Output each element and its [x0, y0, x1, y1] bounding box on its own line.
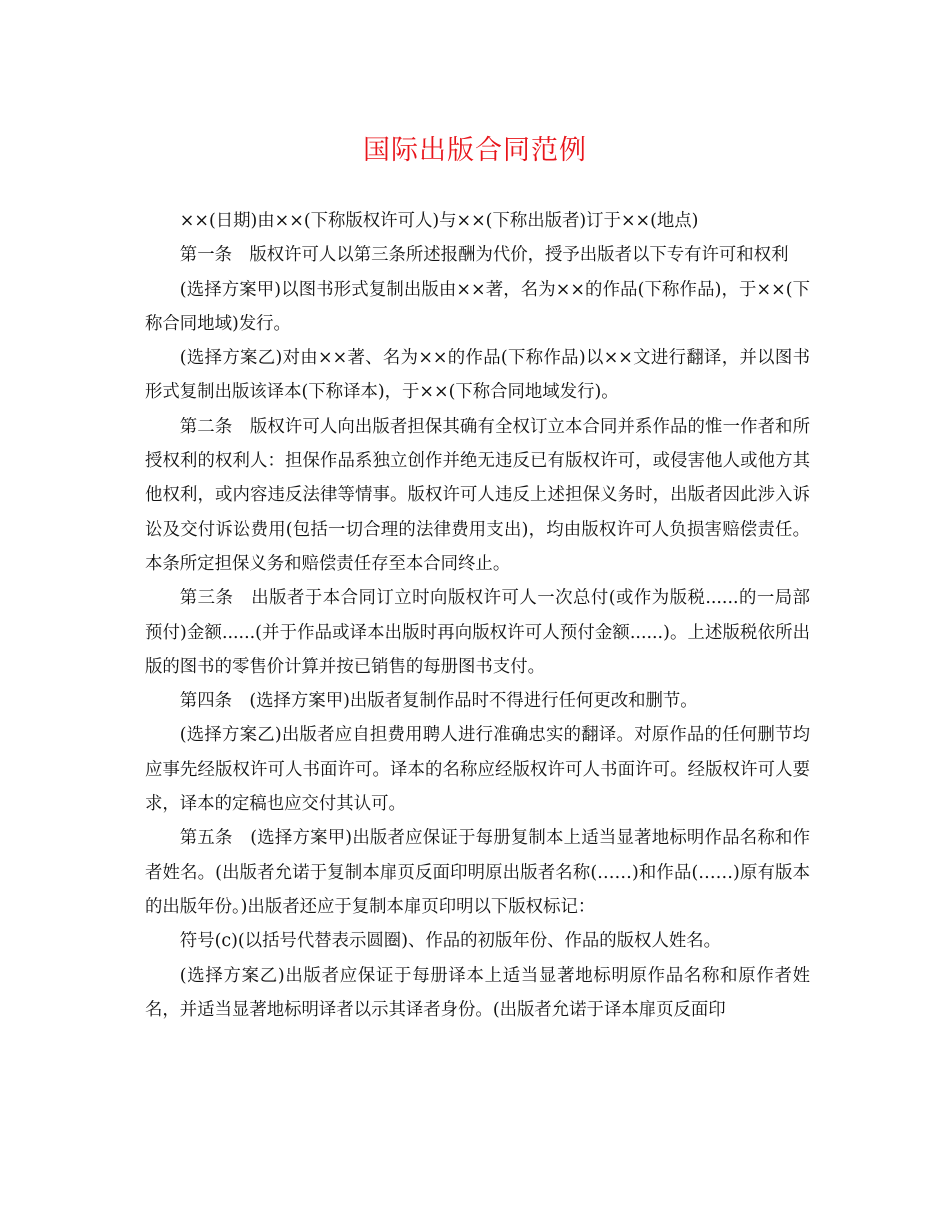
paragraph-article-2: 第二条 版权许可人向出版者担保其确有全权订立本合同并系作品的惟一作者和所授权利的权利人：担保作品系独立创作并绝无违反已有版权许可，或侵害他人或他方其他权利，或内容违反法律等情事。版权许可人违反上述担保义务时，出版者因此涉入诉讼及交付诉讼费用(包括一切合理的法律费用支出)，均由版权许可人负损害赔偿责任。本条所定担保义务和赔偿责任存至本合同终止。	[145, 416, 810, 574]
paragraph-copyright-symbol: 符号(c)(以括号代替表示圆圈)、作品的初版年份、作品的版权人姓名。	[179, 931, 722, 952]
paragraph-article-1: 第一条 版权许可人以第三条所述报酬为代价，授予出版者以下专有许可和权利	[179, 245, 789, 266]
paragraph-preamble: ××(日期)由××(下称版权许可人)与××(下称出版者)订于××(地点)	[179, 211, 699, 231]
document-body	[145, 204, 810, 1027]
paragraph-option-b-5: (选择方案乙)出版者应保证于每册译本上适当显著地标明原作品名称和原作者姓名，并适当显著地标明译者以示其译者身份。(出版者允诺于译本扉页反面印	[145, 965, 810, 1020]
document-title: 国际出版合同范例	[363, 135, 587, 166]
paragraph-option-b-4: (选择方案乙)出版者应自担费用聘人进行准确忠实的翻译。对原作品的任何删节均应事先经版权许可人书面许可。译本的名称应经版权许可人书面许可。经版权许可人要求，译本的定稿也应交付其认可。	[145, 725, 810, 815]
paragraph-option-a-1: (选择方案甲)以图书形式复制出版由××著，名为××的作品(下称作品)，于××(下称合同地域)发行。	[145, 279, 810, 334]
paragraph-article-3: 第三条 出版者于本合同订立时向版权许可人一次总付(或作为版税......的一局部预付)金额......(并于作品或译本出版时再向版权许可人预付金额......)。上述版税依所出版的图书的零售价计算并按已销售的每册图书支付。	[145, 588, 810, 677]
paragraph-option-b-1: (选择方案乙)对由××著、名为××的作品(下称作品)以××文进行翻译，并以图书形式复制出版该译本(下称译本)，于××(下称合同地域发行)。	[145, 348, 810, 403]
paragraph-article-4: 第四条 (选择方案甲)出版者复制作品时不得进行任何更改和删节。	[179, 691, 698, 712]
paragraph-article-5: 第五条 (选择方案甲)出版者应保证于每册复制本上适当显著地标明作品名称和作者姓名。(出版者允诺于复制本扉页反面印明原出版者名称(……)和作品(……)原有版本的出版年份。)出版者还应于复制本扉页印明以下版权标记：	[145, 828, 810, 917]
